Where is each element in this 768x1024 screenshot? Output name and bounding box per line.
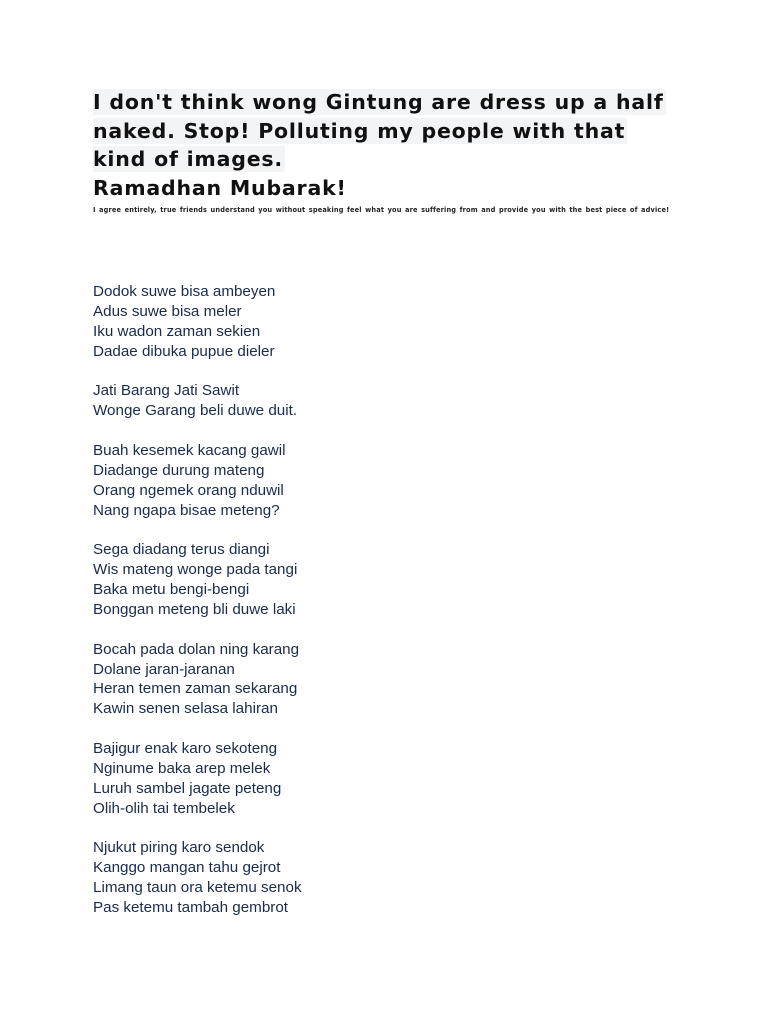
poem-line: Jati Barang Jati Sawit bbox=[93, 382, 240, 400]
poem-stanza bbox=[93, 739, 493, 819]
poem-stanza bbox=[93, 441, 493, 521]
poem-line: Luruh sambel jagate peteng bbox=[93, 779, 282, 797]
heading-line bbox=[93, 117, 693, 146]
heading-line bbox=[93, 88, 693, 117]
poem-line: Iku wadon zaman sekien bbox=[93, 322, 261, 340]
poem-line: Diadange durung mateng bbox=[93, 461, 265, 479]
poem-line: Kawin senen selasa lahiran bbox=[93, 700, 278, 718]
poem-line: Wis mateng wonge pada tangi bbox=[93, 561, 298, 579]
ramadhan-greeting bbox=[93, 174, 693, 203]
poem-line: Baka metu bengi-bengi bbox=[93, 581, 250, 599]
poem-line: Buah kesemek kacang gawil bbox=[93, 441, 286, 459]
poem-line: Dadae dibuka pupue dieler bbox=[93, 342, 275, 360]
poem-line: Nginume baka arep melek bbox=[93, 759, 271, 777]
poem-stanza bbox=[93, 282, 493, 362]
poem-stanza bbox=[93, 381, 493, 421]
poem-line: Olih-olih tai tembelek bbox=[93, 799, 235, 817]
document-heading bbox=[93, 88, 693, 202]
poem-line: Adus suwe bisa meler bbox=[93, 302, 242, 320]
heading-line-text: kind of images. bbox=[93, 147, 283, 171]
poem-line: Dolane jaran-jaranan bbox=[93, 660, 235, 678]
heading-line bbox=[93, 145, 693, 174]
poem-line: Orang ngemek orang nduwil bbox=[93, 481, 284, 499]
poem-line: Limang taun ora ketemu senok bbox=[93, 879, 302, 897]
poem-stanza bbox=[93, 640, 493, 720]
poem-line: Kanggo mangan tahu gejrot bbox=[93, 859, 281, 877]
ramadhan-greeting-text: Ramadhan Mubarak! bbox=[93, 175, 347, 200]
poem-line: Wonge Garang beli duwe duit. bbox=[93, 402, 298, 420]
poem-line: Njukut piring karo sendok bbox=[93, 839, 265, 857]
advice-text: I agree entirely, true friends understand you without speaking feel what you are suffering from and provide you with the best piece of advice! bbox=[93, 206, 670, 214]
heading-line-text: I don't think wong Gintung are dress up a half bbox=[93, 90, 664, 114]
poem-line: Bajigur enak karo sekoteng bbox=[93, 740, 278, 758]
poem-line: Bonggan meteng bli duwe laki bbox=[93, 600, 296, 618]
poem-line: Bocah pada dolan ning karang bbox=[93, 640, 300, 658]
poem-line: Dodok suwe bisa ambeyen bbox=[93, 283, 276, 300]
poem-line: Heran temen zaman sekarang bbox=[93, 680, 298, 698]
poem-line: Nang ngapa bisae meteng? bbox=[93, 501, 280, 519]
poem-stanza bbox=[93, 838, 493, 918]
poem-line: Sega diadang terus diangi bbox=[93, 541, 270, 559]
heading-line-text: naked. Stop! Polluting my people with that bbox=[93, 118, 626, 143]
poem-stanza bbox=[93, 540, 493, 620]
poem-line: Pas ketemu tambah gembrot bbox=[93, 899, 289, 917]
poem bbox=[93, 282, 493, 938]
